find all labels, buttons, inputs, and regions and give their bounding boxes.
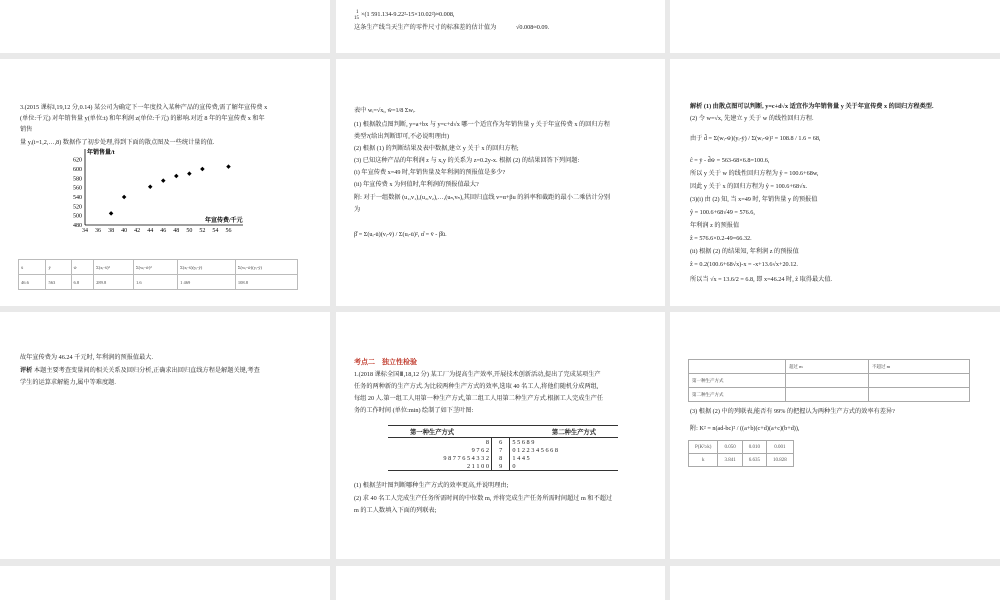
comment-line-cont: 学生的运算求解能力,属中等难度题.	[20, 379, 116, 386]
x-tick-label: 34	[82, 228, 88, 234]
stat-value-cell: 6.8	[71, 275, 94, 290]
pk-k-cell: 10.828	[766, 454, 793, 467]
std-estimate-value: √0.008≈0.09.	[516, 24, 550, 31]
stem-header-right: 第二种生产方式	[551, 429, 596, 436]
scatter-chart	[45, 147, 245, 237]
data-point	[122, 195, 127, 200]
pk-k-cell: 3.841	[718, 454, 742, 467]
page-bottom-left	[0, 566, 330, 600]
stat-header-cell: Σ(wᵢ-w̄)²	[134, 260, 178, 275]
solution-line: 由于 d̂ = Σ(wᵢ-w̄)(yᵢ-ȳ) / Σ(wᵢ-w̄)² = 108.8 / 1.6 = 68,	[690, 135, 821, 142]
question-3: (3) 根据 (2) 中的列联表,能否有 99% 的把握认为两种生产方式的效率有差异?	[690, 408, 895, 415]
data-point	[187, 171, 192, 176]
stem-left-leaves: 9 7 6 2	[471, 446, 489, 454]
x-tick-label: 38	[108, 228, 115, 234]
ct-header-not-over: 不超过 m	[868, 360, 969, 374]
data-point	[161, 178, 166, 183]
stat-header-cell: ȳ	[46, 260, 71, 275]
stat-header-cell: x̄	[19, 260, 46, 275]
ct-row-label: 第一种生产方式	[689, 374, 786, 388]
ct-row-label: 第二种生产方式	[689, 388, 786, 402]
stat-value-row	[19, 275, 298, 290]
page-bottom-right	[670, 566, 1000, 600]
fraction-numerator: 1	[356, 10, 359, 15]
stem-value: 7	[492, 446, 510, 454]
data-point	[226, 164, 231, 169]
stat-value-cell: 1 469	[178, 275, 236, 290]
comment-line	[20, 367, 260, 375]
page-solution	[670, 59, 1000, 306]
stem-row	[388, 454, 618, 462]
y-tick-label: 480	[73, 223, 82, 229]
y-tick-label: 580	[73, 176, 82, 183]
question-2: (2) 根据 (1) 的判断结果及表中数据,建立 y 关于 x 的回归方程;	[354, 145, 519, 152]
appendix-text: 附: 对于一组数据 (u₁,v₁),(u₂,v₂),…,(uₙ,vₙ),其回归直线 v=α+βu 的斜率和截距的最小二乘估计分别	[354, 194, 611, 201]
stem-row	[388, 462, 618, 471]
y-tick-label: 500	[73, 213, 82, 220]
y-tick-label: 540	[73, 195, 82, 201]
stem-value: 6	[492, 438, 510, 446]
comment-text: 本题主要考查变量间的相关关系及回归分析,正确求出回归直线方程是解题关键,考查	[33, 367, 260, 374]
stem-value: 8	[492, 454, 510, 462]
x-tick-label: 36	[95, 228, 102, 234]
solution-line: (ii) 根据 (2) 的结果知, 年利润 z 的预报值	[690, 248, 799, 255]
data-point	[200, 167, 205, 172]
stem-leaf-plot	[388, 425, 618, 471]
y-axis-label: 年销售量/t	[87, 150, 115, 156]
solution-line: 因此 y 关于 x 的回归方程为 ŷ = 100.6+68√x.	[690, 183, 808, 190]
question-3-i: (i) 年宣传费 x=49 时,年销售量及年利润的预报值是多少?	[354, 169, 506, 176]
stem-row	[388, 446, 618, 454]
pk-p-cell: 0.001	[766, 441, 793, 454]
stat-header-row	[19, 260, 298, 275]
stem-left-leaves: 2 1 1 0 0	[466, 462, 489, 470]
x-tick-label: 46	[160, 228, 167, 234]
stat-value-cell: 1.6	[134, 275, 178, 290]
page-problem-3	[0, 59, 330, 306]
stem-right-leaves: 5 5 6 8 9	[512, 438, 535, 446]
x-tick-label: 48	[173, 228, 180, 234]
question-3: (3) 已知这种产品的年利润 z 与 x,y 的关系为 z=0.2y-x. 根据 (2) 的结果回答下列问题:	[354, 157, 580, 164]
solution-line: (3)(i) 由 (2) 知, 当 x=49 时, 年销售量 y 的预报值	[690, 196, 818, 203]
stem-right-leaves: 1 4 4 5	[512, 454, 530, 462]
pk-p-cell: 0.050	[718, 441, 742, 454]
chi-square-formula: 附: K² = n(ad-bc)² / ((a+b)(c+d)(a+c)(b+d)),	[690, 425, 800, 432]
x-tick-label: 50	[186, 228, 193, 234]
stem-row	[388, 438, 618, 446]
solution-line: ŷ = 100.6+68√49 = 576.6,	[690, 209, 755, 216]
stem-value: 9	[492, 462, 510, 471]
fraction-denominator: 15	[354, 16, 359, 21]
solution-line: 解析 (1) 由散点图可以判断, y=c+d√x 适宜作为年销售量 y 关于年宣传费 x 的回归方程类型.	[690, 103, 934, 110]
solution-line: ĉ = ȳ - d̂w̄ = 563-68×6.8=100.6,	[690, 157, 770, 164]
stem-header-left: 第一种生产方式	[410, 429, 455, 436]
problem-line: 任务的两种新的生产方式.为比较两种生产方式的效率,选取 40 名工人,将他们随机分成两组,	[354, 383, 599, 390]
question-1-cont: 类型?(给出判断即可,不必说明理由)	[354, 133, 450, 140]
stat-header-cell: Σ(xᵢ-x̄)²	[94, 260, 134, 275]
page-top-center	[336, 0, 665, 53]
question-1: (1) 根据散点图判断, y=a+bx 与 y=c+d√x 哪一个适宜作为年销售量 y 关于年宣传费 x 的回归方程	[354, 121, 610, 128]
solution-line: 所以当 √x = 13.6/2 = 6.8, 即 x=46.24 时, ẑ 取得最大值.	[690, 276, 833, 283]
stem-left-leaves: 8	[485, 438, 489, 446]
variance-formula: ×(1 591.134-9.22²-15×10.02²)≈0.008,	[361, 11, 455, 18]
problem-line: 量 yᵢ(i=1,2,…,8) 数据作了初步处理,得到下面的散点图及一些统计量的值.	[20, 139, 215, 146]
comment-label: 评析	[20, 367, 33, 374]
solution-line: 所以 y 关于 w 的线性回归方程为 ŷ = 100.6+68w,	[690, 170, 819, 177]
question-3-ii: (ii) 年宣传费 x 为何值时,年利润的预报值最大?	[354, 181, 479, 188]
critical-value-table	[688, 440, 794, 467]
x-tick-label: 40	[121, 228, 128, 234]
stem-left-leaves: 9 8 7 7 6 5 4 3 3 2	[443, 454, 489, 462]
question-2: (2) 求 40 名工人完成生产任务所需时间的中位数 m, 并将完成生产任务所需时间超过 m 和不超过	[354, 495, 613, 502]
pk-k-cell: 6.635	[742, 454, 766, 467]
x-tick-label: 44	[147, 228, 154, 234]
contingency-table	[688, 359, 970, 402]
x-axis-label: 年宣传费/千元	[205, 218, 243, 224]
data-point	[109, 211, 114, 216]
problem-line: 务的工作时间 (单位:min) 绘制了如下茎叶图:	[354, 407, 474, 414]
x-tick-label: 56	[225, 228, 232, 234]
std-estimate-text: 这条生产线当天生产的零件尺寸的标准差的估计值为	[354, 24, 497, 31]
solution-line: 年利润 z 的预报值	[690, 222, 740, 229]
page-independence-test	[336, 312, 665, 559]
stat-value-cell: 108.8	[235, 275, 297, 290]
solution-line: (2) 令 w=√x, 先建立 y 关于 w 的线性回归方程.	[690, 115, 814, 122]
x-tick-label: 42	[134, 228, 141, 234]
y-tick-label: 600	[73, 167, 82, 173]
question-2-cont: m 的工人数填入下面的列联表;	[354, 507, 437, 514]
pk-p-cell: 0.010	[742, 441, 766, 454]
stat-header-cell: Σ(xᵢ-x̄)(yᵢ-ȳ)	[178, 260, 236, 275]
solution-line: ẑ = 0.2(100.6+68√x)-x = -x+13.6√x+20.12.	[690, 261, 798, 268]
least-squares-formula: β̂ = Σ(uᵢ-ū)(vᵢ-v̄) / Σ(uᵢ-ū)², α̂ = v̄ - β̂ū.	[354, 231, 447, 238]
page-conclusion	[0, 312, 330, 559]
page-top-right	[670, 0, 1000, 53]
pk-k-label: k	[689, 454, 718, 467]
statistics-table	[18, 259, 298, 290]
stat-value-cell: 563	[46, 275, 71, 290]
table-note: 表中 wᵢ=√xᵢ, w̄=1/8 Σwᵢ.	[354, 107, 416, 114]
pk-head: P(K²≥k)	[689, 441, 718, 454]
page-bottom-center	[336, 566, 665, 600]
data-point	[148, 184, 153, 189]
stat-header-cell: Σ(wᵢ-w̄)(yᵢ-ȳ)	[235, 260, 297, 275]
problem-line: (单位:千元) 对年销售量 y(单位:t) 和年利润 z(单位:千元) 的影响.对近 8 年的年宣传费 x 和年	[20, 115, 265, 122]
x-tick-label: 54	[212, 228, 219, 234]
ct-header-over: 超过 m	[786, 360, 869, 374]
solution-line: ẑ = 576.6×0.2-49=66.32.	[690, 235, 752, 242]
appendix-text-cont: 为	[354, 206, 361, 213]
stat-value-cell: 289.8	[94, 275, 134, 290]
page-top-left	[0, 0, 330, 53]
problem-line: 销售	[20, 126, 33, 133]
x-tick-label: 52	[199, 228, 206, 234]
conclusion-line: 故年宣传费为 46.24 千元时, 年利润的预报值最大.	[20, 354, 154, 361]
stem-right-leaves: 0 1 2 2 3 4 5 6 6 8	[512, 446, 559, 454]
y-tick-label: 560	[73, 185, 82, 192]
stat-value-cell: 46.6	[19, 275, 46, 290]
stem-right-leaves: 0	[512, 462, 516, 470]
page-problem-3-questions	[336, 59, 665, 306]
problem-header: 3.(2015 课标Ⅰ,19,12 分,0.14) 某公司为确定下一年度投入某种产品的宣传费,需了解年宣传费 x	[20, 104, 268, 111]
y-tick-label: 520	[73, 204, 82, 211]
data-point	[174, 174, 179, 179]
y-tick-label: 620	[73, 157, 82, 164]
problem-line: 1.(2018 课标全国Ⅲ,18,12 分) 某工厂为提高生产效率,开展技术创新活动,提出了完成某项生产	[354, 371, 601, 378]
question-1: (1) 根据茎叶图判断哪种生产方式的效率更高,并说明理由;	[354, 482, 509, 489]
stat-header-cell: w̄	[71, 260, 94, 275]
problem-line: 每组 20 人.第一组工人用第一种生产方式,第二组工人用第二种生产方式.根据工人完成生产任	[354, 395, 604, 402]
page-contingency	[670, 312, 1000, 559]
section-title: 考点二 独立性检验	[354, 358, 417, 366]
